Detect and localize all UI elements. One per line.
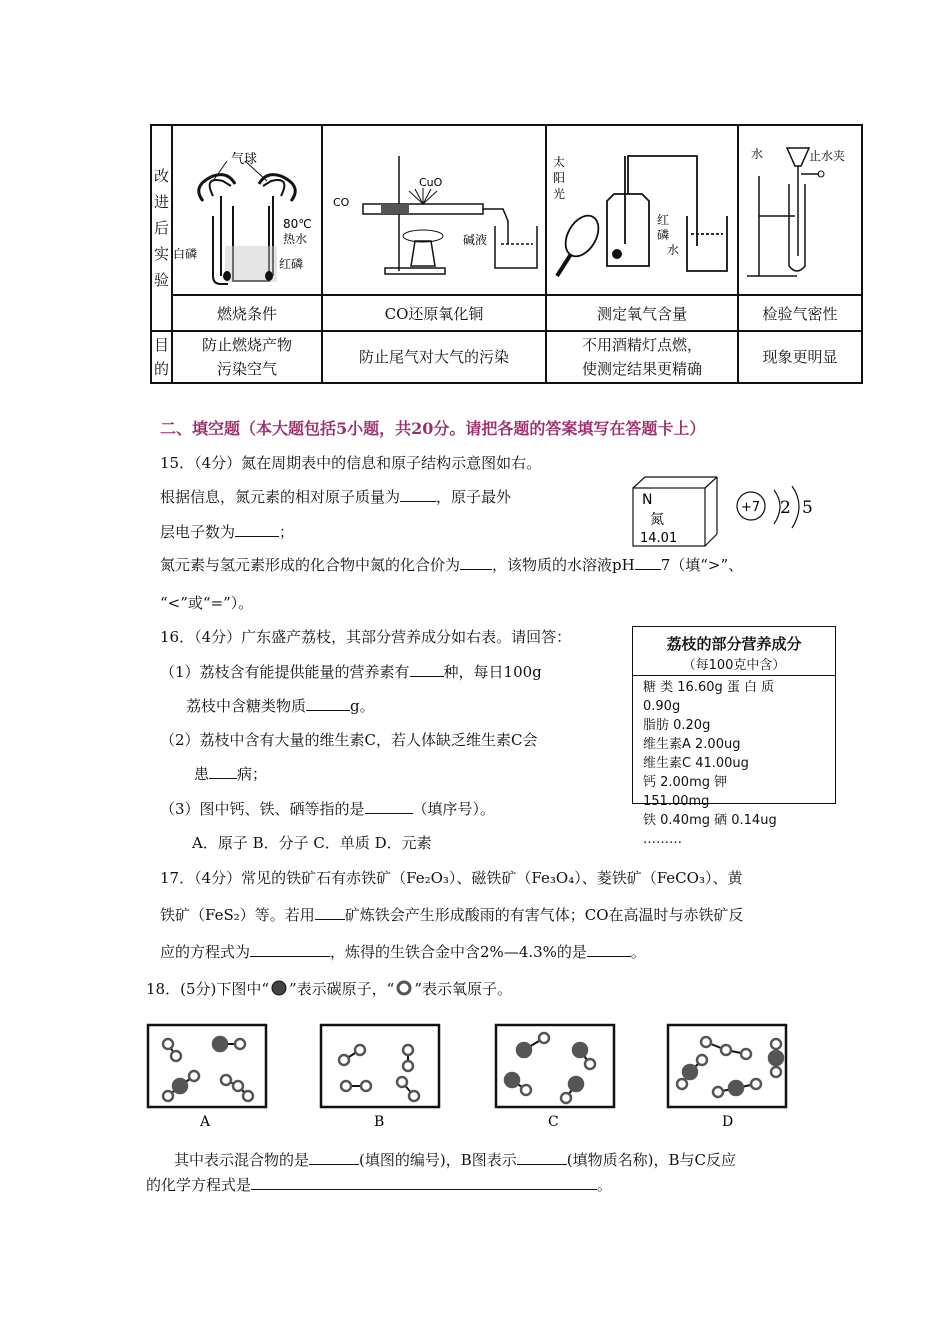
label-sun-1: 太 bbox=[553, 155, 566, 169]
text: 矿炼铁会产生形成酸雨的有害气体；CO在高温时与赤铁矿反 bbox=[344, 906, 744, 924]
nutrition-row: 维生素C 41.00ug bbox=[643, 756, 749, 771]
q18-line-1 bbox=[146, 978, 512, 999]
text: （3）图中钙、铁、硒等指的是 bbox=[160, 800, 365, 818]
atom-structure-figure bbox=[734, 484, 824, 530]
q16-line-5 bbox=[194, 763, 267, 784]
text: 应的方程式为 bbox=[160, 943, 251, 961]
caption-cell: 测定氧气含量 bbox=[546, 295, 738, 331]
text: 。 bbox=[630, 943, 646, 961]
answer-blank[interactable] bbox=[587, 942, 631, 957]
element-symbol: N bbox=[642, 492, 653, 508]
row-label-purpose bbox=[151, 331, 172, 383]
answer-blank[interactable] bbox=[209, 764, 237, 779]
answer-blank[interactable] bbox=[250, 942, 330, 957]
oxygen-atom-icon bbox=[394, 980, 414, 996]
text: ，该物质的水溶液pH bbox=[492, 556, 635, 574]
goal-line: 防止尾气对大气的污染 bbox=[358, 348, 509, 366]
q18-line-3 bbox=[146, 1174, 612, 1195]
text: 18．(5分)下图中“ bbox=[146, 980, 270, 998]
nutrition-row: 151.00mg bbox=[643, 794, 710, 809]
fig-airtight-cell bbox=[738, 125, 862, 295]
nutrition-row: ……… bbox=[643, 832, 682, 847]
airtightness-figure bbox=[739, 126, 861, 290]
element-name: 氮 bbox=[650, 512, 664, 528]
label-c: C bbox=[548, 1114, 559, 1130]
label-hot-water: 热水 bbox=[283, 232, 308, 246]
box-c bbox=[496, 1025, 614, 1107]
row-label-char: 的 bbox=[153, 360, 169, 378]
text: 铁矿（FeS₂）等。若用 bbox=[160, 906, 315, 924]
text: (填图的编号)，B图表示 bbox=[359, 1151, 517, 1169]
text: （1）荔枝含有能提供能量的营养素有 bbox=[160, 663, 410, 681]
label-sun-3: 光 bbox=[553, 187, 566, 201]
label-temp: 80℃ bbox=[283, 217, 312, 231]
answer-blank[interactable] bbox=[315, 905, 345, 920]
q17-line-2 bbox=[160, 904, 744, 925]
label-alkali: 碱液 bbox=[463, 233, 488, 247]
nucleus-charge: +7 bbox=[741, 500, 761, 515]
text: （填序号）。 bbox=[412, 800, 496, 818]
q15-line-2 bbox=[160, 486, 511, 507]
co-reduction-figure bbox=[323, 126, 545, 290]
row-label-char: 后 bbox=[153, 219, 169, 237]
goal-line: 污染空气 bbox=[216, 360, 277, 378]
label-sun-2: 阳 bbox=[553, 171, 566, 185]
text: g。 bbox=[350, 697, 375, 715]
text: 根据信息，氮元素的相对原子质量为 bbox=[160, 488, 401, 506]
element-mass: 14.01 bbox=[640, 531, 678, 546]
q16-line-3 bbox=[186, 695, 375, 716]
q15-line-5: “<”或“=”）。 bbox=[160, 594, 254, 612]
label-b: B bbox=[374, 1114, 385, 1130]
fig-combustion-cell bbox=[172, 125, 322, 295]
nutrition-row: 维生素A 2.00ug bbox=[643, 737, 741, 752]
text: ，炼得的生铁合金中含2%—4.3%的是 bbox=[330, 943, 587, 961]
q15-line-4 bbox=[160, 554, 743, 575]
text: ”表示氧原子。 bbox=[414, 980, 513, 998]
q15-line-3 bbox=[160, 521, 294, 542]
row-label-char: 改 bbox=[153, 167, 169, 185]
nutrition-body bbox=[633, 675, 835, 849]
combustion-apparatus-figure bbox=[173, 126, 321, 290]
goal-line: 不用酒精灯点燃， bbox=[581, 336, 702, 354]
text: 种，每日100g bbox=[443, 663, 542, 681]
q16-line-4: （2）荔枝中含有大量的维生素C，若人体缺乏维生素C会 bbox=[160, 731, 538, 749]
answer-blank[interactable] bbox=[306, 696, 350, 711]
carbon-atom-icon bbox=[269, 980, 289, 996]
fig-oxygen-cell bbox=[546, 125, 738, 295]
text: ； bbox=[279, 523, 295, 541]
answer-blank[interactable] bbox=[460, 555, 492, 570]
q16-line-2 bbox=[160, 661, 542, 682]
nutrition-row: 0.90g bbox=[643, 699, 681, 714]
shell-1-electrons: 2 bbox=[780, 498, 791, 518]
shell-2-electrons: 5 bbox=[802, 498, 813, 518]
label-d: D bbox=[722, 1114, 734, 1130]
text: ，原子最外 bbox=[436, 488, 512, 506]
text: 氮元素与氢元素形成的化合物中氮的化合价为 bbox=[160, 556, 461, 574]
text: 患 bbox=[194, 765, 210, 783]
q15-line-1: 15．（4分）氮在周期表中的信息和原子结构示意图如右。 bbox=[160, 454, 542, 472]
nutrition-title: 荔枝的部分营养成分 bbox=[666, 635, 802, 653]
experiment-table bbox=[150, 124, 863, 384]
goal-line: 防止燃烧产物 bbox=[201, 336, 292, 354]
label-red-p: 红磷 bbox=[279, 257, 304, 271]
text: 层电子数为 bbox=[160, 523, 236, 541]
nutrition-row: 铁 0.40mg 硒 0.14ug bbox=[643, 813, 777, 828]
answer-blank[interactable] bbox=[517, 1150, 567, 1165]
goal-cell bbox=[738, 331, 862, 383]
label-a: A bbox=[200, 1114, 211, 1130]
nutrition-row: 脂肪 0.20g bbox=[643, 718, 711, 733]
text: 病； bbox=[237, 765, 268, 783]
nutrition-row: 钙 2.00mg 钾 bbox=[643, 775, 728, 790]
oxygen-measure-figure bbox=[547, 126, 737, 290]
element-box-figure bbox=[632, 476, 722, 548]
nutrition-subtitle: （每100克中含） bbox=[682, 658, 786, 673]
row-label-char: 验 bbox=[153, 271, 169, 289]
row-label-char: 实 bbox=[153, 245, 169, 263]
section-title: 二、填空题（本大题包括5小题，共20分。请把各题的答案填写在答题卡上） bbox=[160, 419, 706, 438]
text: (填物质名称)，B与C反应 bbox=[566, 1151, 736, 1169]
nutrition-table bbox=[632, 626, 836, 847]
label-clamp: 止水夹 bbox=[809, 149, 846, 163]
text: ”表示碳原子，“ bbox=[289, 980, 395, 998]
q17-line-3 bbox=[160, 941, 646, 962]
answer-blank[interactable] bbox=[235, 522, 279, 537]
answer-blank[interactable] bbox=[400, 487, 436, 502]
q16-options: A．原子 B．分子 C．单质 D．元素 bbox=[192, 834, 432, 852]
caption-cell: 检验气密性 bbox=[738, 295, 862, 331]
box-b bbox=[321, 1025, 439, 1107]
label-white-p: 白磷 bbox=[173, 247, 198, 261]
text: 7（填“>”、 bbox=[660, 556, 744, 574]
label-water: 水 bbox=[751, 147, 764, 161]
text: 的化学方程式是 bbox=[146, 1176, 252, 1194]
nutrition-row: 糖 类 16.60g 蛋 白 质 bbox=[643, 680, 775, 695]
caption-cell: 燃烧条件 bbox=[172, 295, 322, 331]
q16-line-6 bbox=[160, 798, 495, 819]
answer-blank[interactable] bbox=[410, 662, 444, 677]
label-red-2: 磷 bbox=[657, 228, 670, 242]
label-co: CO bbox=[333, 196, 350, 209]
goal-cell bbox=[546, 331, 738, 383]
label-balloon: 气球 bbox=[231, 152, 258, 167]
text: 其中表示混合物的是 bbox=[174, 1151, 310, 1169]
text: 荔枝中含糖类物质 bbox=[186, 697, 307, 715]
q17-line-1: 17．（4分）常见的铁矿石有赤铁矿（Fe₂O₃）、磁铁矿（Fe₃O₄）、菱铁矿（FeCO₃）、黄 bbox=[160, 869, 743, 887]
caption-cell: CO还原氧化铜 bbox=[322, 295, 546, 331]
answer-blank[interactable] bbox=[635, 555, 661, 570]
goal-cell bbox=[322, 331, 546, 383]
answer-blank[interactable] bbox=[251, 1175, 597, 1190]
q16-line-1: 16．（4分）广东盛产荔枝，其部分营养成分如右表。请回答： bbox=[160, 628, 572, 646]
label-cuo: CuO bbox=[419, 176, 443, 189]
goal-line: 使测定结果更精确 bbox=[581, 360, 702, 378]
row-label-char: 进 bbox=[153, 193, 169, 211]
row-label-improved bbox=[151, 125, 172, 331]
fig-co-reduction-cell bbox=[322, 125, 546, 295]
row-label-char: 目 bbox=[153, 336, 169, 354]
label-water: 水 bbox=[667, 243, 680, 257]
text: 。 bbox=[597, 1176, 613, 1194]
label-red-1: 红 bbox=[657, 213, 670, 227]
molecule-diagrams bbox=[146, 1022, 796, 1134]
goal-line: 现象更明显 bbox=[762, 348, 838, 366]
answer-blank[interactable] bbox=[365, 799, 413, 814]
q18-line-2 bbox=[174, 1149, 736, 1170]
answer-blank[interactable] bbox=[309, 1150, 359, 1165]
goal-cell bbox=[172, 331, 322, 383]
